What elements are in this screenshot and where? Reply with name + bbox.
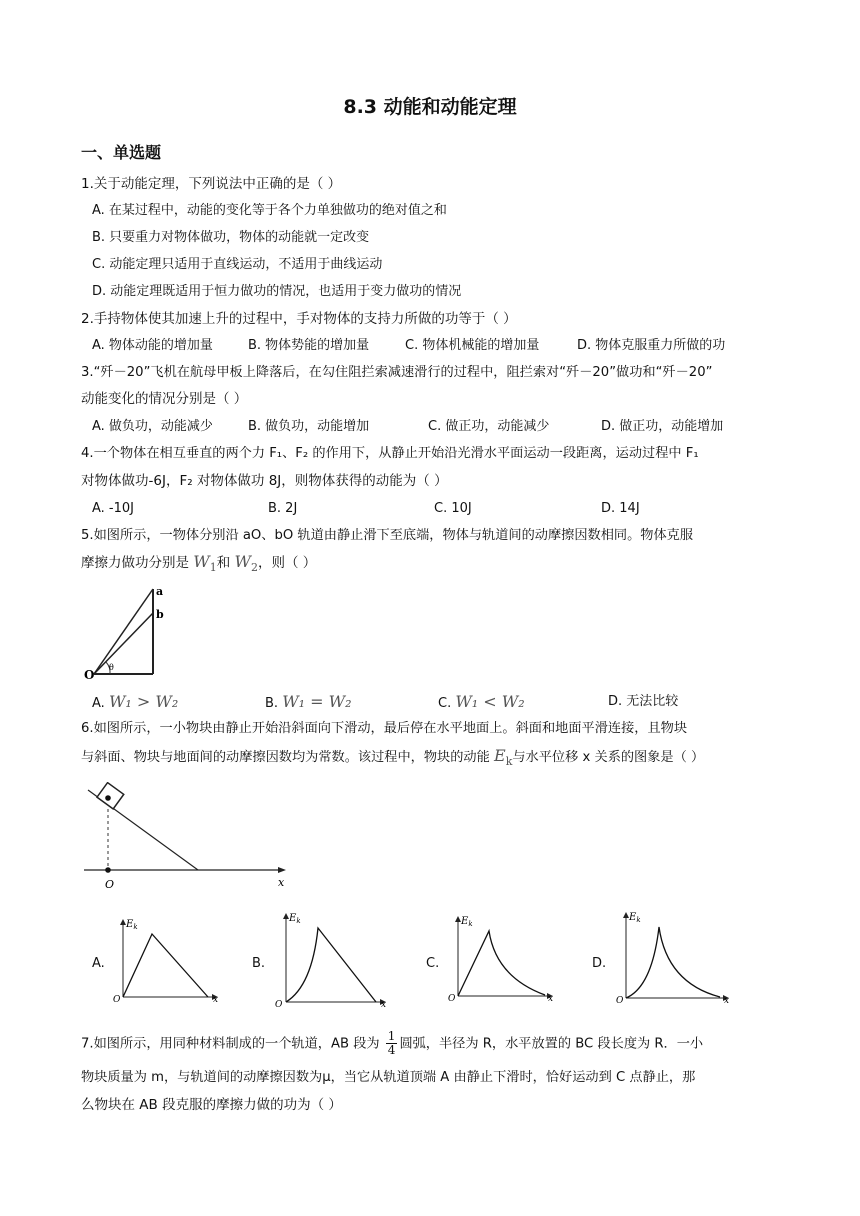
w1-symbol: $W_1$ [193, 552, 217, 575]
q5-option-a: A. W₁ > W₂ [92, 692, 179, 711]
q3-stem-line2: 动能变化的情况分别是（ ） [81, 391, 248, 407]
q7-stem-line2: 物块质量为 m，与轨道间的动摩擦因数为μ，当它从轨道顶端 A 由静止下滑时，恰好运动到 C 点静止，那 [81, 1070, 696, 1085]
q3-option-a: A. 做负功，动能减少 [92, 419, 213, 434]
q5-option-d: D. 无法比较 [608, 694, 679, 709]
q6-graph-a [109, 912, 221, 1004]
q5-stem-prefix: 摩擦力做功分别是 [81, 555, 189, 571]
graph-a-curve [123, 934, 208, 997]
svg-text:x: x [213, 995, 219, 1004]
svg-text:O: O [616, 996, 624, 1005]
ek-symbol: $E_k$ [494, 746, 513, 769]
q1-stem: 1.关于动能定理，下列说法中正确的是（ ） [81, 176, 342, 192]
q6-fig-label-o: O [105, 878, 115, 891]
q2-option-b: B. 物体势能的增加量 [248, 338, 370, 353]
q6-option-d-label: D. [592, 956, 607, 971]
q6-option-c-label: C. [426, 956, 440, 971]
q4-stem-line1: 4.一个物体在相互垂直的两个力 F₁、F₂ 的作用下，从静止开始沿光滑水平面运动一段距离，运动过程中 F₁ [81, 446, 699, 461]
q1-option-a: A. 在某过程中，动能的变化等于各个力单独做功的绝对值之和 [92, 203, 447, 218]
svg-text:O: O [275, 1000, 283, 1010]
q3-stem-line1: 3.“歼－20”飞机在航母甲板上降落后，在勾住阻拦索减速滑行的过程中，阻拦索对“歼－20”做功和“歼－20” [81, 365, 713, 380]
q3-option-b: B. 做负功，动能增加 [248, 419, 370, 434]
q2-stem: 2.手持物体使其加速上升的过程中，手对物体的支持力所做的功等于（ ） [81, 311, 517, 327]
q1-option-b: B. 只要重力对物体做功，物体的动能就一定改变 [92, 230, 370, 245]
q5-and: 和 [216, 555, 231, 571]
q6-stem-line1: 6.如图所示，一小物块由静止开始沿斜面向下滑动，最后停在水平地面上。斜面和地面平滑连接，且物块 [81, 721, 688, 736]
q2-option-d: D. 物体克服重力所做的功 [577, 338, 726, 353]
q4-stem-line2: 对物体做功-6J，F₂ 对物体做功 8J，则物体获得的动能为（ ） [81, 473, 448, 489]
graph-b-curve [286, 928, 376, 1002]
q2-option-c: C. 物体机械能的增加量 [405, 338, 540, 353]
q4-option-a: A. -10J [92, 501, 134, 516]
q1-option-d: D. 动能定理既适用于恒力做功的情况，也适用于变力做功的情况 [92, 284, 462, 299]
svg-text:Ek: $E_k$ [289, 913, 301, 925]
svg-text:Ek: $E_k$ [126, 919, 138, 931]
svg-text:Ek: $E_k$ [461, 916, 473, 928]
page-title: 8.3 动能和动能定理 [343, 96, 517, 118]
q5-label-theta: θ [109, 663, 114, 672]
q7-stem-line3: 么物块在 AB 段克服的摩擦力做的功为（ ） [81, 1097, 342, 1113]
svg-text:x: x [381, 1000, 387, 1010]
q3-option-c: C. 做正功，动能减少 [428, 419, 550, 434]
svg-text:x: x [724, 996, 730, 1005]
q6-stem-line2: 与斜面、物块与地面间的动摩擦因数均为常数。该过程中，物块的动能 $E_k$与水平位移 x 关系的图象是（ ） [81, 746, 705, 769]
svg-text:O: O [448, 994, 456, 1003]
q2-option-a: A. 物体动能的增加量 [92, 338, 213, 353]
q7-stem-line1: 7.如图所示，用同种材料制成的一个轨道，AB 段为 $\frac{1}{4}$ 圆弧，半径为 R，水平放置的 BC 段长度为 R．一小 [81, 1029, 704, 1057]
q5-stem-suffix: ，则（ ） [258, 555, 317, 571]
svg-text:O: O [113, 995, 121, 1004]
q1-option-c: C. 动能定理只适用于直线运动，不适用于曲线运动 [92, 257, 383, 272]
q4-option-d: D. 14J [601, 501, 640, 516]
q5-label-b: b [156, 608, 164, 621]
svg-text:x: x [548, 994, 554, 1003]
q5-incline-figure [84, 585, 174, 680]
q4-option-c: C. 10J [434, 501, 472, 516]
q6-option-b-label: B. [252, 956, 266, 971]
w2-symbol: $W_2$ [234, 552, 258, 575]
section-heading: 一、单选题 [81, 143, 162, 162]
q5-stem-line2 [81, 553, 316, 577]
q5-label-o: O [84, 668, 95, 680]
q6-graph-b [270, 906, 392, 1010]
q6-graph-c [444, 909, 556, 1003]
q5-option-c: C. W₁ < W₂ [438, 692, 525, 711]
graph-c-curve [458, 931, 545, 996]
q5-option-b: B. W₁ = W₂ [265, 692, 352, 711]
graph-d-curve [626, 927, 720, 998]
svg-text:Ek: $E_k$ [629, 912, 641, 924]
q6-fig-label-x: x [278, 876, 285, 889]
q6-graph-d [612, 905, 738, 1005]
q6-slope-figure [82, 782, 292, 892]
q4-option-b: B. 2J [268, 501, 298, 516]
q6-option-a-label: A. [92, 956, 105, 971]
one-quarter-fraction: $\frac{1}{4}$ [387, 1029, 396, 1057]
q3-option-d: D. 做正功，动能增加 [601, 419, 724, 434]
q5-stem-line1: 5.如图所示，一物体分别沿 aO、bO 轨道由静止滑下至底端，物体与轨道间的动摩擦因数相同。物体克服 [81, 528, 694, 543]
q5-label-a: a [156, 585, 164, 598]
